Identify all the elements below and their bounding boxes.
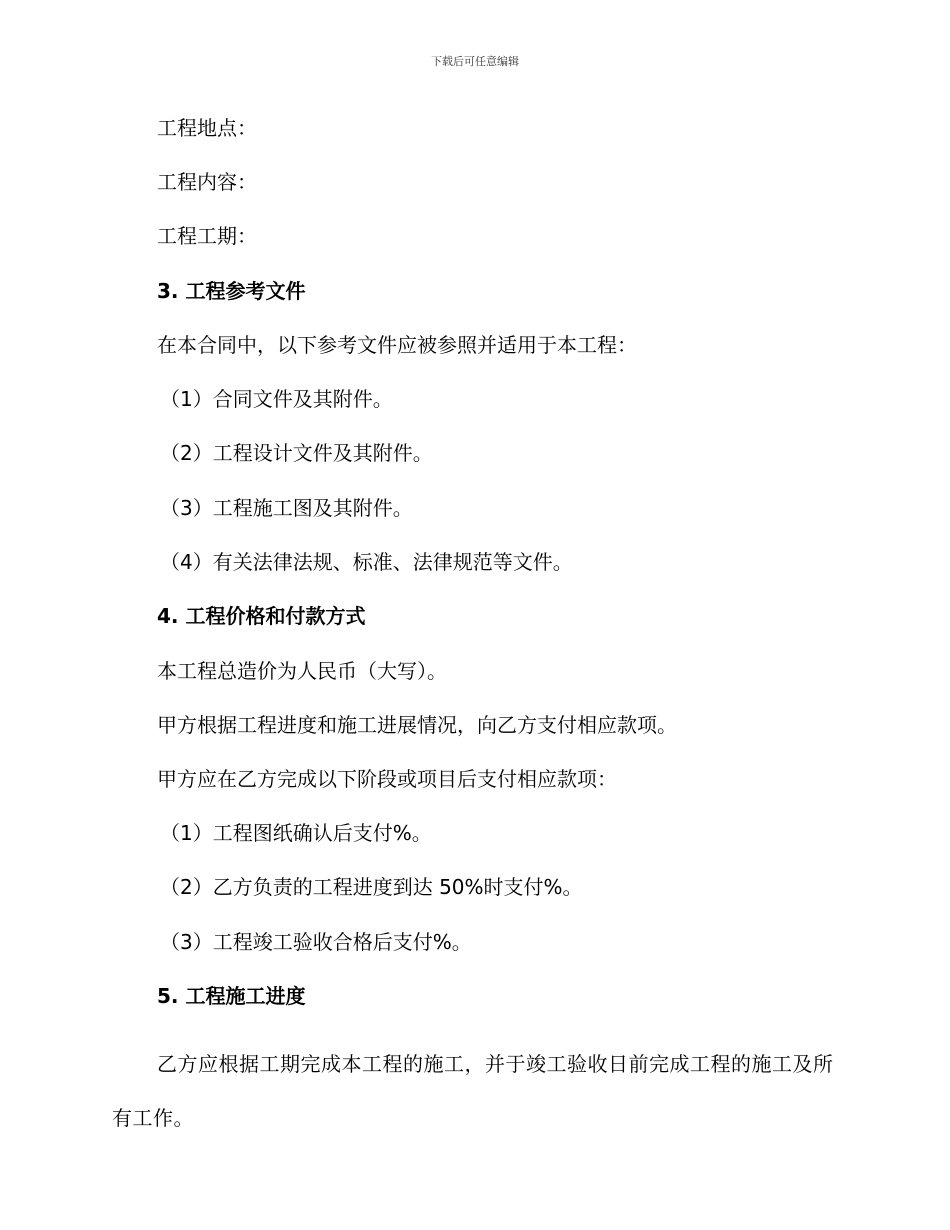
section-heading-3: 3. 工程参考文件	[157, 279, 306, 303]
page-header: 下载后可任意编辑	[431, 55, 519, 68]
list-item: （3）工程施工图及其附件。	[160, 496, 413, 520]
paragraph: 在本合同中，以下参考文件应被参照并适用于本工程：	[157, 333, 637, 357]
project-content-label: 工程内容：	[157, 170, 257, 194]
project-duration-label: 工程工期：	[157, 224, 257, 248]
section-heading-5: 5. 工程施工进度	[157, 984, 306, 1008]
list-item: （1）工程图纸确认后支付%。	[160, 821, 432, 845]
list-item: （4）有关法律法规、标准、法律规范等文件。	[160, 550, 573, 574]
paragraph: 甲方应在乙方完成以下阶段或项目后支付相应款项：	[157, 767, 617, 791]
list-item: （2）乙方负责的工程进度到达 50%时支付%。	[160, 875, 583, 899]
list-item: （1）合同文件及其附件。	[160, 387, 393, 411]
project-location-label: 工程地点：	[157, 116, 257, 140]
list-item: （3）工程竣工验收合格后支付%。	[160, 930, 472, 954]
section-heading-4: 4. 工程价格和付款方式	[157, 604, 366, 628]
paragraph: 甲方根据工程进度和施工进展情况，向乙方支付相应款项。	[157, 713, 677, 737]
paragraph: 本工程总造价为人民币（大写）。	[157, 659, 447, 683]
paragraph: 乙方应根据工期完成本工程的施工，并于竣工验收日前完成工程的施工及所有工作。	[112, 1052, 834, 1130]
list-item: （2）工程设计文件及其附件。	[160, 441, 433, 465]
